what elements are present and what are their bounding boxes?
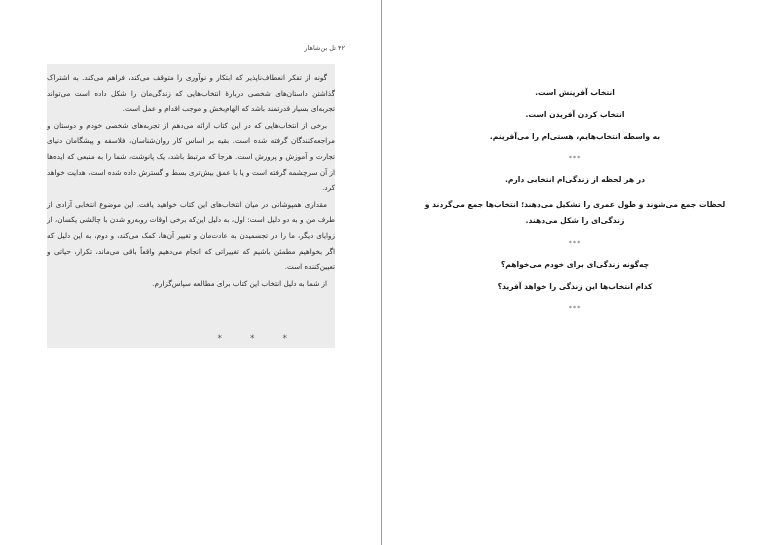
line-6: چه‌گونه زندگی‌ای برای خودم می‌خواهم؟ [500,260,650,269]
line-7: کدام انتخاب‌ها این زندگی را خواهد آفرید؟ [497,282,653,291]
line-2: انتخاب کردن آفریدن است. [525,110,625,119]
paragraph-4: از شما به دلیل انتخاب این کتاب برای مطالعه سپاس‌گزارم. [152,278,327,288]
paragraph-3: مقداری همپوشانی در میان انتخاب‌های این کتاب خواهید یافت. این موضوع انتخابی آزادی از طرف من و به دو دلیل است: اول، به دلیل این‌که برخی اوقات روبه‌رو شدن با چالشی یکسان، از زوایای دیگر، ما را در تجسمیدن به عادت‌مان و تغییر آن‌ها، کمک می‌کند، و دوم، به این دلیل که اگر بخواهیم مطمئن باشیم که تغییراتی که انجام می‌دهیم واقعاً باقی می‌ماند، تکرار، حیاتی و تعیین‌کننده است. [47,199,335,272]
separator-star: * [282,334,287,344]
page-header: ۴۲ تل بن‌شاهار [304,44,345,52]
highlighted-text-block [47,64,335,348]
right-page-text [410,88,740,319]
separator: *** [568,239,582,247]
line-3: به واسطه انتخاب‌هایم، هستی‌ام را می‌آفرینم. [489,132,661,141]
line-1: انتخاب آفرینش است. [535,88,615,97]
page-divider-line [381,0,382,545]
line-4: در هر لحظه از زندگی‌ام انتخابی دارم. [504,175,646,184]
line-5: لحظات جمع می‌شوند و طول عمری را تشکیل می‌دهند؛ انتخاب‌ها جمع می‌گردند و زندگی‌ای را شکل می‌دهند. [424,200,726,225]
paragraph-1: گونه از تفکر انعطاف‌ناپذیر که ابتکار و نوآوری را متوقف می‌کند، فراهم می‌کند. به اشتراک گذاشتن داستان‌های شخصی دربارهٔ انتخاب‌هایی که زندگی‌مان را شکل داده است می‌تواند تجربه‌ای بسیار قدرتمند باشد که الهام‌بخش و موجب اقدام و عمل است. [47,73,335,114]
paragraph-2: برخی از انتخاب‌هایی که در این کتاب ارائه می‌دهم از تجربه‌های شخصی خودم و دوستان و مراجعه‌کنندگان گرفته شده است. بقیه بر اساس کار روان‌شناسان، فلاسفه و پیشگامان دنیای تجارت و آموزش و پرورش است. هرجا که مرتبط باشد، یک پانوشت، شما را به منبعی که ایده‌ها از آن سرچشمه گرفته است و یا با عمق بیش‌تری بسط و گسترش داده شده است، هدایت خواهد کرد. [47,120,335,193]
section-separator [47,334,287,344]
separator-star: * [250,334,255,344]
left-page [0,0,381,545]
separator: *** [568,304,582,312]
separator: *** [568,154,582,162]
separator-star: * [217,334,222,344]
